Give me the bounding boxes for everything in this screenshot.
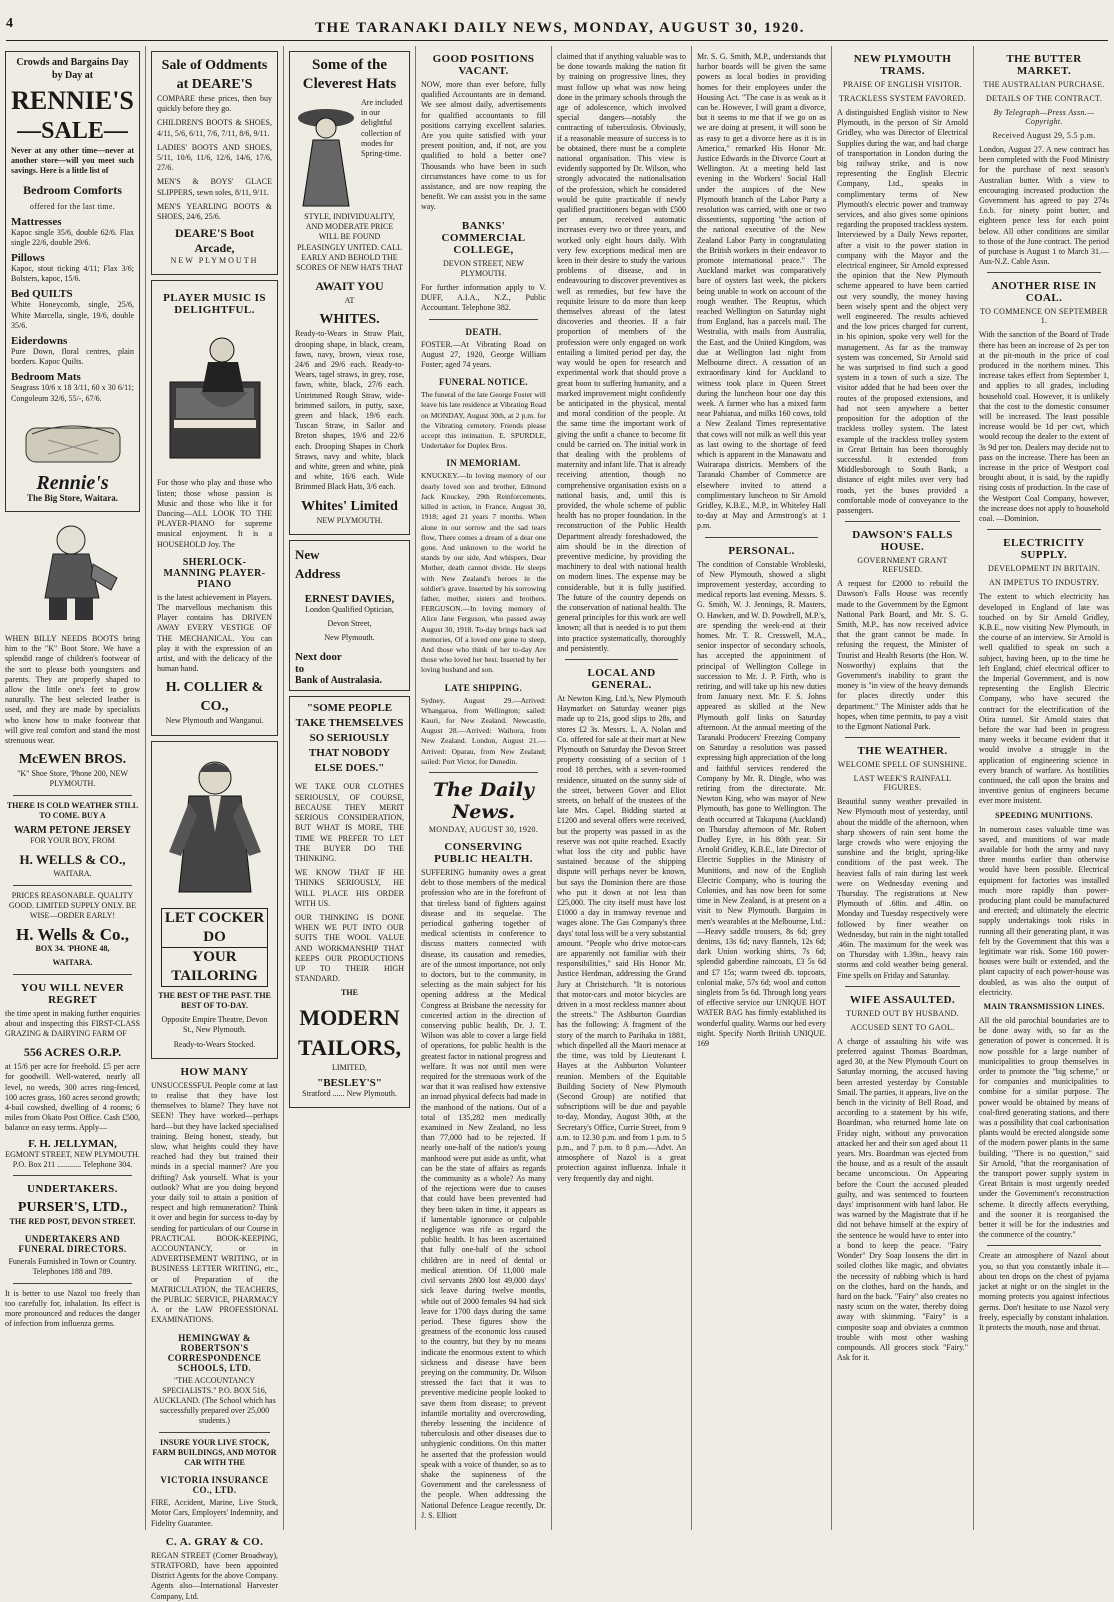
thinking-text: OUR THINKING IS DONE WHEN WE PUT INTO OUR SUITS THE WOOL VALUE AND WORKMANSHIP THAT KEEPS OUR PRODUCTIONS UP TO THEIR HIGH STANDARD. xyxy=(295,912,404,984)
collier-place: New Plymouth and Wanganui. xyxy=(165,716,264,726)
limited-text: LIMITED, xyxy=(332,1062,367,1072)
clothes-text: WE TAKE OUR CLOTHES SERIOUSLY, OF COURSE, BECAUSE THEY MERIT SERIOUS CONSIDERATION, BUT WHAT IS MORE, THE TIME WE PREFER TO LET THE BUYER DO THE THINKING. xyxy=(295,782,404,863)
davies-ad xyxy=(289,540,410,692)
undertakers-heading: UNDERTAKERS. xyxy=(27,1182,118,1195)
tailor-man-illustration xyxy=(159,752,271,902)
people-heading: "SOME PEOPLE TAKE THEMSELVES SO SERIOUSLY THAT NOBODY ELSE DOES." xyxy=(295,702,404,775)
coal-sub: TO COMMENCE ON SEPTEMBER 1. xyxy=(980,307,1108,326)
divider xyxy=(13,885,132,886)
wife-sub: TURNED OUT BY HUSBAND. xyxy=(846,1008,959,1018)
speeding-heading: SPEEDING MUNITIONS. xyxy=(995,810,1093,820)
dawson-sub: GOVERNMENT GRANT REFUSED. xyxy=(857,556,948,575)
coal-text: With the sanction of the Board of Trade there has been an increase of 2s per ton at the pit-mouth in the price of coal produced in the northern mines. This increase takes effect from September 1, and applies to all grades, including household coal. However, it is unlikely that the cost to the domestic consumer will be increased. The least possible increase would be 1d per cwt, which would recoup the dealer to the extent of 3s 9d per ton. Dealers may decide not to pass on the increase. There has been an increase in the price of Westport coal brought about, it is said, by the rapidly rising costs of production. In the case of the Westport Coal Company, however, the increase does not apply to household coal. —Dominion. xyxy=(979,330,1109,524)
butter-heading: THE BUTTER MARKET. xyxy=(1006,53,1082,77)
billy-text: WHEN BILLY NEEDS BOOTS bring him to the "K" Boot Store. We have a splendid range of children's footwear of the sort to please both youngsters and parents. They are properly shaped to allow the little one's feet to grow naturally. The best selected leather is used, and they are made by specialists who know how to make footwear that will give real comfort and stand the most strenuous wear. xyxy=(5,634,140,746)
shipping-heading: LATE SHIPPING. xyxy=(444,682,523,693)
rennie-name: RENNIE'S xyxy=(11,86,134,115)
nazol-text: It is better to use Nazol too freely than too carefully for, inhalation. Its effect is more pronounced and reduces the danger of infection from influenza germs. xyxy=(5,1288,140,1329)
besley-text: "BESLEY'S" xyxy=(317,1076,382,1089)
daily-news-nameplate: The Daily News. xyxy=(433,778,534,823)
trams-sub: PRAISE OF ENGLISH VISITOR. xyxy=(842,80,963,89)
butter-received: Received August 29, 5.5 p.m. xyxy=(992,131,1096,140)
deare-signature: DEARE'S Boot Arcade, xyxy=(174,226,254,256)
rennie-signature: Rennie's xyxy=(36,471,109,494)
sherlock-heading: SHERLOCK-MANNING PLAYER-PIANO xyxy=(163,556,266,590)
to-label: to xyxy=(295,663,305,676)
mats-heading: Bedroom Mats xyxy=(11,371,81,384)
wife-sub2: ACCUSED SENT TO GAOL. xyxy=(850,1022,955,1032)
coal-heading: ANOTHER RISE IN COAL. xyxy=(991,280,1097,305)
jellyman-name: F. H. JELLYMAN, xyxy=(28,1137,117,1150)
pillows-heading: Pillows xyxy=(11,252,45,265)
butter-sub: THE AUSTRALIAN PURCHASE. xyxy=(983,80,1105,89)
column-1 xyxy=(0,46,146,1530)
dawson-heading: DAWSON'S FALLS HOUSE. xyxy=(852,529,953,554)
divider xyxy=(13,1283,132,1284)
divider xyxy=(159,1432,270,1433)
banks-info: For further information apply to V. DUFF, A.I.A., N.Z., Public Accountant. Telephone 382. xyxy=(421,283,546,313)
eiderdowns-text: Pure Down, floral centres, plain borders. Kapoc Quilts. xyxy=(11,347,134,367)
trams-sub2: TRACKLESS SYSTEM FAVORED. xyxy=(838,94,966,103)
memoriam-heading: IN MEMORIAM. xyxy=(446,458,521,469)
know-text: WE KNOW THAT IF HE THINKS SERIOUSLY, HE WILL PLACE HIS ORDER WITH US. xyxy=(295,868,404,908)
victoria-heading: VICTORIA INSURANCE CO., LTD. xyxy=(160,1475,269,1496)
whites-hats-ad xyxy=(289,51,410,535)
funeral-text: Funerals Furnished in Town or Country. Telephones 188 and 789. xyxy=(8,1257,137,1277)
divider xyxy=(13,974,132,975)
bedroom-heading: Bedroom Comforts xyxy=(23,182,122,197)
health-text: SUFFERING humanity owes a great debt to those members of the medical profession who are in the forefront of that tireless band of fighters against disease and its sequelae. The periodical gathering together of medical scientists in conference to discuss matters connected with disease, its causation and remedies, are of the utmost importance, not only to doctors, but to the community, in selecting as the main subject for his opening address at the Medical Congress at Brisbane the necessity for concerted action in the direction of conserving public health, Dr. J. T. Wilson was able to cover a large field of operations, for public health is the greatest factor in national progress and welfare. It was not until men were required for the strenuous work of the war that it was realised how extensive an inroad physical defects had made in the manhood of the nations. Out of a total of 135,282 men medically examined in New Zealand, no less than 77,000 had to be rejected. If nearly one-half of the nation's young manhood were put aside as unfit, what can be the state of affairs as regards the community as a whole? As many of the rejections were due to causes that could have been prevented had they been taken in time, it appears as if lamentable ignorance or culpable negligence was rife as regard the public health. It has been ascertained that fully one-half of the school children are in need of dental or medical attention. Of 11,000 male civil servants 2800 lost 49,000 days' sick leave during twelve months, while out of 2000 females 94 had sick leave for 1700 days during the same period. These figures show the greatness of the economic loss caused to the country, but they by no means indicate the enormous extent to which sickness and disease have been preying on the community. Dr. Wilson stressed the fact that it was to preventive medicine people looked to save them from disease; to prevent infantile mortality and overcrowding, thereby lessening the incidence of tuberculosis and other diseases due to unhygienic conditions. On this matter he asserted that the profession would speak with a voice of thunder, so as to shake the supineness of the Government and the carelessness of the people. When addressing the National Defence League recently, Dr. J. S. Elliott xyxy=(421,867,546,1520)
at-text: AT xyxy=(344,296,355,306)
how-many-heading: HOW MANY xyxy=(180,1065,249,1078)
column-7 xyxy=(832,46,974,1530)
how-many-text: UNSUCCESSFUL People come at last to realise that they have lost themselves to blame? They have not SEEN! They have worked—perhaps hard—but they have lacked specialised training. Being honest, steady, but slow, what heights could they have reached had they but trained their minds in a special manner? Are you drifting? Ask yourself. What is your outlook? What are you doing beyond your daily toil to attain a position of respect and high remuneration? Think it over and begin for success to-day by sending for particulars of our Course in PRACTICAL BOOK-KEEPING, ACCOUNTANCY, or in ADVERTISEMENT WRITING, or in BUSINESS LETTER WRITING, etc., or of Preparation of the MATRICULATION, the TEACHERS, the PUBLIC SERVICE, PHARMACY A. or the LAW PROFESSIONAL EXAMINATIONS. xyxy=(151,1080,278,1325)
butter-sub2: DETAILS OF THE CONTRACT. xyxy=(985,94,1103,103)
player-piano-ad xyxy=(151,280,278,735)
rennie-ad xyxy=(5,51,140,512)
wells-place: WAITARA. xyxy=(53,869,92,879)
wells-big: H. Wells & Co., xyxy=(15,925,130,945)
masthead-title: THE TARANAKI DAILY NEWS, MONDAY, AUGUST 30, 1920. xyxy=(314,20,806,36)
electricity-sub2: AN IMPETUS TO INDUSTRY. xyxy=(988,578,1100,588)
acres-heading: 556 ACRES O.R.P. xyxy=(23,1045,122,1060)
mcewen-name: McEWEN BROS. xyxy=(18,752,127,768)
death-text: FOSTER.—At Vibrating Road on August 27, 1920, George William Foster; aged 74 years. xyxy=(421,339,546,370)
main-lines-text: All the old parochial boundaries are to be done away with, so far as the generation of power is concerned. It is now possible for a large number of municipalities to group themselves in order to promote the "big scheme," or for companies and municipalities to combine for a similar purpose. The power would be obtained by means of coal-fired generating stations, and there was a possibility that coal carbonisation plants would be erected alongside some of the modern power plants in the same building. "There is no question," said Sir Arnold, "that the reorganisation of the transport power supply system in Great Britain is most urgently needed under the Government's reconstruction scheme. It directly affects everything, and the sooner it is reorganised the better it will be for the industries and the commerce of the country." xyxy=(979,1016,1109,1240)
deare-place: NEW PLYMOUTH xyxy=(170,256,259,266)
piano-player-illustration xyxy=(160,322,270,472)
trams-heading: NEW PLYMOUTH TRAMS. xyxy=(853,53,952,77)
quilts-heading: Bed QUILTS xyxy=(11,288,73,301)
local-general-heading: LOCAL AND GENERAL. xyxy=(587,666,656,691)
divider xyxy=(13,795,132,796)
the-text: THE xyxy=(341,988,358,998)
devon-label: Devon Street, xyxy=(327,619,372,629)
mattresses-text: Kapoc single 35/6, double 62/6. Flax single 22/6, double 29/6. xyxy=(11,227,134,247)
eiderdowns-heading: Eiderdowns xyxy=(11,335,68,348)
funeral-heading: UNDERTAKERS AND FUNERAL DIRECTORS. xyxy=(18,1234,127,1255)
health-heading: CONSERVING PUBLIC HEALTH. xyxy=(434,840,533,865)
cocker-line1: LET COCKER DO xyxy=(161,908,268,948)
mcewen-address: "K" Shoe Store, 'Phone 200, NEW PLYMOUTH. xyxy=(17,769,128,789)
personal-text: The condition of Constable Wrobleski, of New Plymouth, showed a slight improvement yesterday, according to medical reports last evening. Messrs. S. G. Smith, W. J. Jennings, R. Masters, O. Hawken, and W. D. Powdrell, M.P.'s, are spending the week-end at their homes. Mr. T. R. Cresswell, M.A., senior inspector of secondary schools, has accepted the appointment of principal of Wellington College in succession to Mr. J. P. Firth, who is retiring, and will take up his new duties from January next. Mr. F. S. Johns appeared as skilled at the New Plymouth golf links on Saturday afternoon. At the annual meeting of the Taranaki Producers' Freezing Company on Saturday a resolution was passed expressing high appreciation of the long and faithful services rendered the Company by Mr. R. Dingle, who was retiring from the directorate. Mr. Newton King, who was mayor of New Plymouth, has gone to Wellington. The death occurred at Takapuna (Auckland) on Thursday afternoon of Mr. Robert Dudley Eyre, in his 80th year. Sir Arnold Gridley, K.B.E., late Director of Electric Supplies in the Ministry of Munitions, and now of the English Electric Company, who is touring the Colonies, and has now been for some time in New Zealand, is at present on a visit to New Plymouth. Bargains in men's wearables at the Melbourne, Ltd.:—Heavy saddle trousers, 8s 6d; grey denims, 13s 6d; navy flannels, 12s 6d; dark Union working shirts, 7s 6d; splendid gaberdine raincoats, £3 5s 6d and £7 15s; warm tweed db. topcoats, colonial make, 57s 6d; wool and cotton singlets from 5s 6d. Through long years of effective service our UNIQUE HOT WATER BAG has firmly established its wonderful quality. Warms our bed every night. Specify North British UNIQUE. 169 xyxy=(697,559,826,1049)
nazol-text-2: Create an atmosphere of Nazol about you, so that you constantly inhale it—about ten drops on the chest of pyjama jacket at night or on the singlet in the morning protects you against infectious germs. Don't hesitate to use Nazol very freely, especially by constant inhalation. It protects the mouth, nose and throat. xyxy=(979,1251,1109,1332)
hemingway-text: "THE ACCOUNTANCY SPECIALISTS." P.O. BOX 516, AUCKLAND. (The School which has successfully prepared over 25,000 students.) xyxy=(153,1375,276,1426)
banks-heading: BANKS' COMMERCIAL COLLEGE, xyxy=(441,219,526,256)
quilts-text: White Honeycomb, single, 25/6, White Marcella, single, 19/6, double 35/6. xyxy=(11,300,134,330)
divider xyxy=(987,272,1101,273)
divider xyxy=(565,659,678,660)
wells-for: FOR YOUR BOY, FROM xyxy=(30,836,115,846)
wells-jersey: WARM PETONE JERSEY xyxy=(13,825,132,837)
weather-sub: WELCOME SPELL OF SUNSHINE. xyxy=(837,760,968,770)
wells-box: BOX 34. 'PHONE 48, xyxy=(35,944,110,954)
pursers-address: THE RED POST, DEVON STREET. xyxy=(9,1216,136,1226)
lady-in-hat-illustration xyxy=(295,98,357,208)
divider xyxy=(429,319,538,320)
hats-list: Ready-to-Wears in Straw Plait, drooping shape, in black, cream, fawn, navy, brown, vieux rose, 24/6 and 29/6 each. Ready-to-Wears, tagel straws, in grey, rose, fawn, white, black, 27/6 each. Untrimmed Rough Straw, wide-brimmed sailors, in putty, saxe, green and black, 19/6 each. Tuscan Straw, in Sailor and Breton shapes, 19/6 and 22/6 each. Drooping Shapes in Chork Straws, navy and white, black and white, green and white, pink and white, 16/6 each. Wide Brimmed Black Hats, 3/6 each. xyxy=(295,329,404,492)
wells-town: WAITARA. xyxy=(52,958,93,968)
jellyman-address: EGMONT STREET, NEW PLYMOUTH. P.O. Box 211 ............ Telephone 304. xyxy=(5,1149,140,1169)
deare-heading: Sale of Oddments at DEARE'S xyxy=(161,58,268,92)
pillow-illustration xyxy=(18,410,128,468)
regret-text: the time spent in making further enquiries about and inspecting this FIRST-CLASS GRAZING & DAIRYING FARM OF xyxy=(5,1008,140,1038)
cocker-address: Opposite Empire Theatre, Devon St., New Plymouth. xyxy=(161,1015,268,1035)
shipping-text: Sydney, August 29.—Arrived: Whangaroa, from Wellington; sailed: Kauri, for New Zealand. Newcastle, August 28.—Arrived: Waihora, from New Zealand. London, August 21.—Arrived: Oparau, from New Zealand; sailed: Port Victor, for Dunedin. xyxy=(421,695,546,766)
rennie-top: Crowds and Bargains Day by Day at xyxy=(16,57,129,81)
cocker-ready: Ready-to-Wears Stocked. xyxy=(173,1039,256,1049)
good-positions-heading: GOOD POSITIONS VACANT. xyxy=(432,53,535,77)
mats-text: Seagrass 10/6 x 18 3/11, 60 x 30 6/11; Congoleum 32/6, 55/-, 67/6. xyxy=(11,383,134,403)
good-positions-text: NOW, more than ever before, fully qualified Accountants are in demand. We see almost daily, advertisements for qualified accountants to fill positions carrying excellent salaries. Are you quite satisfied with your present position, and, if not, are you qualified to hold a better one? Thousands who have been in such circumstances have come to us for assistance, and are now reaping the benefit. We can assist you in the same way. xyxy=(421,80,546,212)
np-label: New Plymouth. xyxy=(324,633,375,643)
speeding-text: In numerous cases valuable time was saved, and munitions of war made available for both the army and navy three months earlier than otherwise would have been possible. Electrical equipment for factories was installed much more rapidly than power-producing plant could be manufactured and erected; and ultimately the electric supply undertakings took risks in running all their generating plant, it was felt by the Government that this was a legitimate war risk. Some 160 power-houses were built or extended, and the plant capacity of each power-house was doubled, as was also the output of electricity. xyxy=(979,824,1109,997)
cocker-ad xyxy=(151,741,278,1059)
pursers-name: PURSER'S, LTD., xyxy=(17,1199,128,1215)
divider xyxy=(987,1245,1101,1246)
dawson-text: A request for £2000 to rebuild the Dawson's Falls House was recently made to the Government by the Egmont National Park Board, and Mr. S. G. Smith, M.P., has now received advice that the grant cannot be made. In refusing the request, the Minister of Tourist and Health Resorts (the Hon. W. Nosworthy) explains that the Government's inability to grant the money is "in view of the heavy demands for places directly under this department." The Minister adds that he hopes, when time permits, to pay a visit to the Egmont National Park. xyxy=(837,579,968,731)
new-label: New xyxy=(295,546,320,562)
funeral-notice-text: The funeral of the late George Foster will leave his late residence at Vibrating Road on MONDAY, August 30th, at 2 p.m. for the Vibrating cemetery. Friends please accept this intimation. E. SPURDLE, Undertaker for Duplex Bros. xyxy=(421,390,546,451)
insure-text: INSURE YOUR LIVE STOCK, FARM BUILDINGS, AND MOTOR CAR WITH THE xyxy=(152,1437,277,1467)
weather-heading: THE WEATHER. xyxy=(857,745,948,758)
banks-address: DEVON STREET, NEW PLYMOUTH. xyxy=(443,258,524,278)
column-5 xyxy=(552,46,692,1530)
rennie-place: The Big Store, Waitara. xyxy=(27,492,118,503)
health-continued: claimed that if anything valuable was to be done towards making the nation fit by training on progressive lines, they must follow up what was now being done in the primary schools through the age of adolescence, which involved special dangers—notably the contracting of tuberculosis. Obviously, if a reasonable measure of success is to be obtained, there must be a complete national organisation. This view is evidently supported by Dr. Wilson, who strongly advocated the nationalisation of the profession, which he considered would be quite practicable if newly qualified practitioners began with £500 per annum, received automatic increases every two or three years, and worked only eight hours daily. With very few exceptions medical men are keen in their desire to study the various problems of disease, and in endeavouring to discover preventives as well as remedies, but few have the requisite leisure to do more than keep themselves abreast of the latest discoveries and theories. If a fair proportion of members of the profession were only engaged on work entailing a limited period per day, the way would be open for research and experimental work that should prove a great boon to suffering humanity, and a marked improvement might confidently be anticipated in the physical, mental and moral condition of the people. At the same time the important work of giving the unfit a chance to become fit could be carried on. The initial work in that dealing with the problems of maternity and infant life. That is already receiving attention, though no comprehensive organisation exists on a national basis, and, until this is provided, the whole scheme of public health has no proper foundation. In the reconstruction of the Public Health Department already foreshadowed, the aim should be in the direction of preventive medicine, by providing the machinery to deal with national health on modern lines. The expense may be considerable, but it is fully justified. The future of the country depends on the conservation of national health. The general principles for this work are well known; all that is needed is to put them into practice systematically, thoroughly and persistently. xyxy=(557,52,686,653)
wife-heading: WIFE ASSAULTED. xyxy=(849,993,956,1006)
wells-name: H. WELLS & CO., xyxy=(19,852,126,868)
player-text: For those who play and those who listen; those whose passion is Music and those who like it for Dancing—ALL LOOK TO THE PLAYER-PIANO for supreme musical enjoyment. It is a HOUSEHOLD Joy. The xyxy=(157,478,272,549)
optician-label: London Qualified Optician, xyxy=(305,604,394,614)
column-4 xyxy=(416,46,552,1530)
modern-text: MODERN xyxy=(299,1004,400,1030)
ernest-name: ERNEST DAVIES, xyxy=(304,592,395,605)
memoriam-text: KNUCKEY.—In loving memory of our dearly loved son and brother, Edmund Jack Knuckey, 29th Reinforcements, killed in action, in France, August 30, 1918; aged 21 years 7 months. When alone in our sorrow and the sad tears flow, There comes a dream of a dear one gone. And unknown to the world he stands by our side, And whispers, Dear Mother, death cannot divide. He sleeps with New Zealand's heroes in the soldier's grave. Inserted by his sorrowing father, mother, sisters and brothers. FERGUSON.—In loving memory of Alice Jane Ferguson, who passed away August 30, 1918. To-day brings back sad memories, Of a loved one gone to sleep, And those who think of her to-day Are those who loved her best. Inserted by her loving husband and son. xyxy=(421,471,546,675)
divider xyxy=(845,737,960,738)
tailors-text: TAILORS, xyxy=(298,1034,401,1060)
player-heading: PLAYER MUSIC IS DELIGHTFUL. xyxy=(163,292,266,317)
deare-intro: COMPARE these prices, then buy quickly before they go. xyxy=(157,94,272,114)
hemingway-heading: HEMINGWAY & ROBERTSON'S CORRESPONDENCE SCHOOLS, LTD. xyxy=(167,1332,262,1373)
weather-sub2: LAST WEEK'S RAINFALL FIGURES. xyxy=(853,774,952,793)
address-label: Address xyxy=(295,565,341,581)
wells-top: THERE IS COLD WEATHER STILL TO COME. BUY A xyxy=(6,800,139,820)
bank-label: Bank of Australasia. xyxy=(295,675,382,687)
deare-ad xyxy=(151,51,278,275)
death-heading: DEATH. xyxy=(465,326,502,337)
whites-place: NEW PLYMOUTH. xyxy=(316,515,383,525)
deare-ladies: LADIES' BOOTS AND SHOES, 5/11, 10/6, 11/6, 12/6, 14/6, 17/6, 27/6. xyxy=(157,142,272,173)
leader-date: MONDAY, AUGUST 30, 1920. xyxy=(428,824,539,834)
electricity-sub: DEVELOPMENT IN BRITAIN. xyxy=(987,564,1101,574)
gray-heading: C. A. GRAY & CO. xyxy=(165,1535,264,1548)
mattresses-heading: Mattresses xyxy=(11,215,62,228)
deare-yearling: MEN'S YEARLING BOOTS & SHOES, 24/6, 25/6. xyxy=(157,201,272,222)
divider xyxy=(705,537,818,538)
butter-text: London, August 27. A new contract has been completed with the Food Ministry for the purchase of next season's Australian butter. With a view to encouraging increased production the Government has agreed to pay 274s f.o.b. for ninety point butter, and eighteen pence less for each point below. All other conditions are similar to those of the June contract. The period of purchase is August 1 to March 31.—Aus-N.Z. Cable Assn. xyxy=(979,145,1109,267)
await-text: AWAIT YOU xyxy=(315,279,384,294)
funeral-notice-heading: FUNERAL NOTICE. xyxy=(438,377,528,388)
personal-heading: PERSONAL. xyxy=(728,544,795,557)
main-lines-heading: MAIN TRANSMISSION LINES. xyxy=(983,1002,1105,1012)
boy-with-boots-illustration xyxy=(13,518,133,628)
column-3 xyxy=(284,46,416,1530)
stratford-text: Stratford ...... New Plymouth. xyxy=(302,1088,397,1098)
trams-text: A distinguished English visitor to New Plymouth, in the person of Sir Arnold Gridley, who was Director of Electrical Supplies during the war, and had charge of transportation in London during the big railway strike, and is now representing the English Electric Company, Ltd., speaks in complimentary terms of New Plymouth's electric power and tramway services, and also gives some opinions regarding the proposed trackless system. Interviewed by a Daily News reporter, after a visit to the power station in company with the Mayor and the electrical engineer, Sir Arnold expressed the opinion that the New Plymouth scheme appeared to have been carried out very soundly, the money having been wisely spent and the object very well engineered. The results achieved and the low prices charged for current, in his opinion, spoke very well for the management. As far as the tramway system was concerned, Sir Arnold said he was surprised to find such a good system in a town of such a size. The visitor added that he had been over the routes of the proposed extensions, and had not seen anywhere a better proposition for the adoption of the trackless trolley system. The latest example of the trackless trolley system in Great Britain has been thoroughly successful. It extended from Middlesborough to South Bank, a distance of eight miles over very bad roads, yet the buses provided a comfortable mode of conveyance to the passengers. xyxy=(837,108,968,515)
column-6 xyxy=(692,46,832,1530)
deare-mens: MEN'S & BOYS' GLACE SLIPPERS, sewn soles, 8/11, 9/11. xyxy=(157,177,272,197)
cocker-best: THE BEST OF THE PAST. THE BEST OF TO-DAY. xyxy=(158,990,271,1010)
regret-heading: YOU WILL NEVER REGRET xyxy=(20,981,125,1006)
masthead-rule xyxy=(6,40,1108,41)
weather-text: Beautiful sunny weather prevailed in New Plymouth most of yesterday, until about the middle of the afternoon, when sharp showers of rain sent home the large crowds who were enjoying the sunshine and the bright, spring-like conditions of the past week. The heaviest falls of rain during last week were on Wednesday evening and Thursday. The registrations at New Plymouth of .68in. and .48in. on Monday and Tuesday respectively were followed by finer weather on Wednesday, but rain in the night totalled .46in. The maximum for the week was on Thursday with 1.39in., heavy rain storms and cold weather being general. Fine spells on Friday and Saturday. xyxy=(837,797,968,980)
masthead xyxy=(0,0,1114,46)
collier-name: H. COLLIER & CO., xyxy=(165,680,264,715)
butter-telegraph: By Telegraph—Press Assn.—Copyright. xyxy=(993,108,1095,126)
electricity-text: The extent to which electricity has developed in England of late was touched on by Sir Arnold Gridley, K.B.E., now visiting New Plymouth, in the course of an interview. Sir Arnold is well qualified to speak on such a subject, having been, up to the time he left England, chief electrical officer to the Imperial Government, and is now representing the English Electric Company, who have secured the contract for the electrification of the Otira tunnel. Sir Arnold states that before the war had been in progress many weeks it became evident that it would involve a struggle in the application of engineering science in every branch of warfare. As hostilities continued, the call upon the brains and inventive genius of engineers became ever more insistent. xyxy=(979,592,1109,806)
divider xyxy=(429,772,538,773)
column-2 xyxy=(146,46,284,1601)
cocker-line2: YOUR TAILORING xyxy=(161,948,268,987)
gray-text: REGAN STREET (Corner Broadway), STRATFORD, have been appointed District Agents for the above Company. Agents also—International Harvester Company, Ltd. xyxy=(151,1550,279,1601)
wife-text: A charge of assaulting his wife was preferred against Thomas Boardman, aged 30, at the New Plymouth Court on Saturday morning, the accused having been arrested yesterday by Constable Smail. The parties, it appears, live on the bench in the vicinity of Bell Road, and according to a statement by his wife, Boardman, who returned home late on Friday night, without any provocation attacked her and their son aged about 11 years. Mrs. Boardman was ejected from the house, and as a result of the assault became unconscious. On Appearing before the Court the accused pleaded guilty, and was sentenced to fourteen days' imprisonment with hard labor. He was warned by the Magistrate that if he did not behave himself at the expiry of the sentence he would have to enter into a bond to keep the peace. "Fairy Wonder" Dry Soap loosens the dirt in soiled clothes like magic, and obviates the necessity of rubbing which is hard on the clothes, hard on the hands, and hard on the back. "Fairy" also creates no nasty scum on the water, thereby doing away with skimming. "Fairy" is a composite soap and obviates a common trouble with most other washing compounds. All grocers stock "Fairy." Ask for it. xyxy=(837,1036,968,1363)
rennie-sale: —SALE— xyxy=(17,118,128,144)
wells-mid: PRICES REASONABLE. QUALITY GOOD. LIMITED SUPPLY ONLY. BE WISE—ORDER EARLY! xyxy=(8,890,137,920)
farm-text: at 15/6 per acre for freehold. £5 per acre for goodwill. Well-watered, nearly all level, no weeds, 300 acres ring-fenced, 100 acres grass, 160 acres second growth; 4-bail cowshed, dwelling of 4 rooms; 6 miles from Okato Post Office. Cash £500, balance on easy terms. Apply— xyxy=(5,1062,140,1133)
column-8 xyxy=(974,46,1114,1530)
page-number: 4 xyxy=(6,16,13,31)
divider xyxy=(987,529,1101,530)
modern-tailors-ad xyxy=(289,696,410,1107)
sherlock-text: is the latest achievement in Players. The marvellous mechanism this Player contains has DRIVEN AWAY EVERY VESTIGE OF THE MECHANICAL. You can play it with the expression of an artist, and with the delicacy of the human hand. xyxy=(157,592,272,674)
hats-style-text: STYLE, INDIVIDUALITY, AND MODERATE PRICE WILL BE FOUND PLEASINGLY UNITED. CALL EARLY AND BEHOLD THE SCORES OF NEW HATS THAT xyxy=(296,212,403,273)
hats-side-text: Are included in our delightful collection of modes for Spring-time. xyxy=(361,98,403,159)
local-general-text: At Newton King, Ltd.'s, New Plymouth Haymarket on Saturday weaner pigs made up to 21s, good slips to 28s, and stores £2 3s. Messrs. L. A. Nolan and Co. offered for sale at their mart at New Plymouth on Saturday the Devon Street property consisting of a section of 1 rood 18 perches, with a seven-roomed residence, situated on the sunny side of the street, between Gover and Eliot streets, on behalf of the trustees of the late Mrs. Capel. Bidding started at £1200 and several offers were received, but the property was passed in as the reserve was not quite reached. Exactly what loss the city and public have sustained because of the shipping dispute will perhaps never be known, but says the Dominion there are those who put it down at not less than £25,000. The city itself must have lost £1000 a day in tramway revenue and wages alone. The Gas Company's three days' total loss will be a very substantial amount. "People who drive motor-cars are apparently not familiar with their responsibilities," said His Honor Mr. Justice Herdman, addressing the Grand Jury at Christchurch. "It is notorious that motor-cars and motor bicycles are driven in a most reckless manner about the streets." The Ashburton Guardian has the following: A fragment of the story of the march to Parihaka in 1881, which dispelled all the Maori menace at the time, was told by Lieutenant I. Hayes at the Ashburton Volunteer reunion. Members of the Equitable Building Society of New Plymouth (Second Group) are notified that subscriptions will be due and payable to-day, Monday, August 30th, at the Secretary's Office, Currie Street, from 9 a.m. to 12.30 p.m. and from 1 p.m. to 5 p.m., and 7 p.m. to 8 p.m.—Advt. An atmosphere of Nazol is a great protection against influenza. Inhale it very frequently day and night. xyxy=(557,693,686,1183)
divider xyxy=(13,1175,132,1176)
whites-name: WHITES. xyxy=(319,312,380,328)
pillows-text: Kapoc, stout ticking 4/11; Flax 3/6; Bolsters, kapoc, 15/6. xyxy=(11,264,134,284)
offered-line: offered for the last time. xyxy=(29,201,116,211)
hats-heading: Some of the Cleverest Hats xyxy=(302,57,397,92)
local-continued: Mr. S. G. Smith, M.P., understands that harbor boards will be given the same powers as local bodies in providing homes for their employees under the Housing Act. "The case is as weak as it can be. However, I will grant a divorce, but it seems to me that if we go on as we are doing at present, it will soon be as easy to get a divorce here as it is in America," remarked His Honor Mr. Justice Edwards in the Divorce Court at Wellington. At a meeting held last evening in the Workers' Social Hall under the auspices of the New Plymouth branch of the Labor Party a resolution was carried, with one or two dissentients, supporting "the action of the national executive of the New Zealand Labor Party in congratulating the British workers in their endeavor to promote international peace." The Auckland market was comparatively bare of oysters last week, the pickers being unable to work on account of the rough weather. The Reuptus, which reached Wellington on Saturday night from England, has a parcels mail. The Westralia, with mails from Australia, the East, and the United Kingdom, was due at Wellington last night from Melbourne direct. A cessation of an extraordinary kind for Auckland to witness took place in Queen Street during the luncheon hour one day this week. A farmer who has a mixed farm near Pahiatua, and milks 160 cows, told a New Zealand Times representative that cows will not milk as well this year as last owing to the shortage of feed which is apparent in the Manawatu and Wairarapa districts. Members of the Taranaki Chamber of Commerce are elsewhere invited to attend a complimentary luncheon to Sir Arnold Gridley, K.B.E., M.P., in Whiteley Hall to-day at May and Armstrong's at 1 p.m. xyxy=(697,52,826,531)
divider xyxy=(845,986,960,987)
deare-boots: CHILDREN'S BOOTS & SHOES, 4/11, 5/6, 6/11, 7/6, 7/11, 8/6, 9/11. xyxy=(157,118,272,138)
victoria-text: FIRE, Accident, Marine, Live Stock, Motor Cars, Employers' Indemnity, and Fidelity Guarantee. xyxy=(151,1498,278,1528)
divider xyxy=(845,521,960,522)
rennie-intro: Never at any other time—never at another store—will you meet such savings. Here is a little list of xyxy=(11,146,134,176)
whites-ltd: Whites' Limited xyxy=(301,498,398,514)
nextdoor-label: Next door xyxy=(295,651,342,664)
electricity-heading: ELECTRICITY SUPPLY. xyxy=(1003,537,1085,562)
